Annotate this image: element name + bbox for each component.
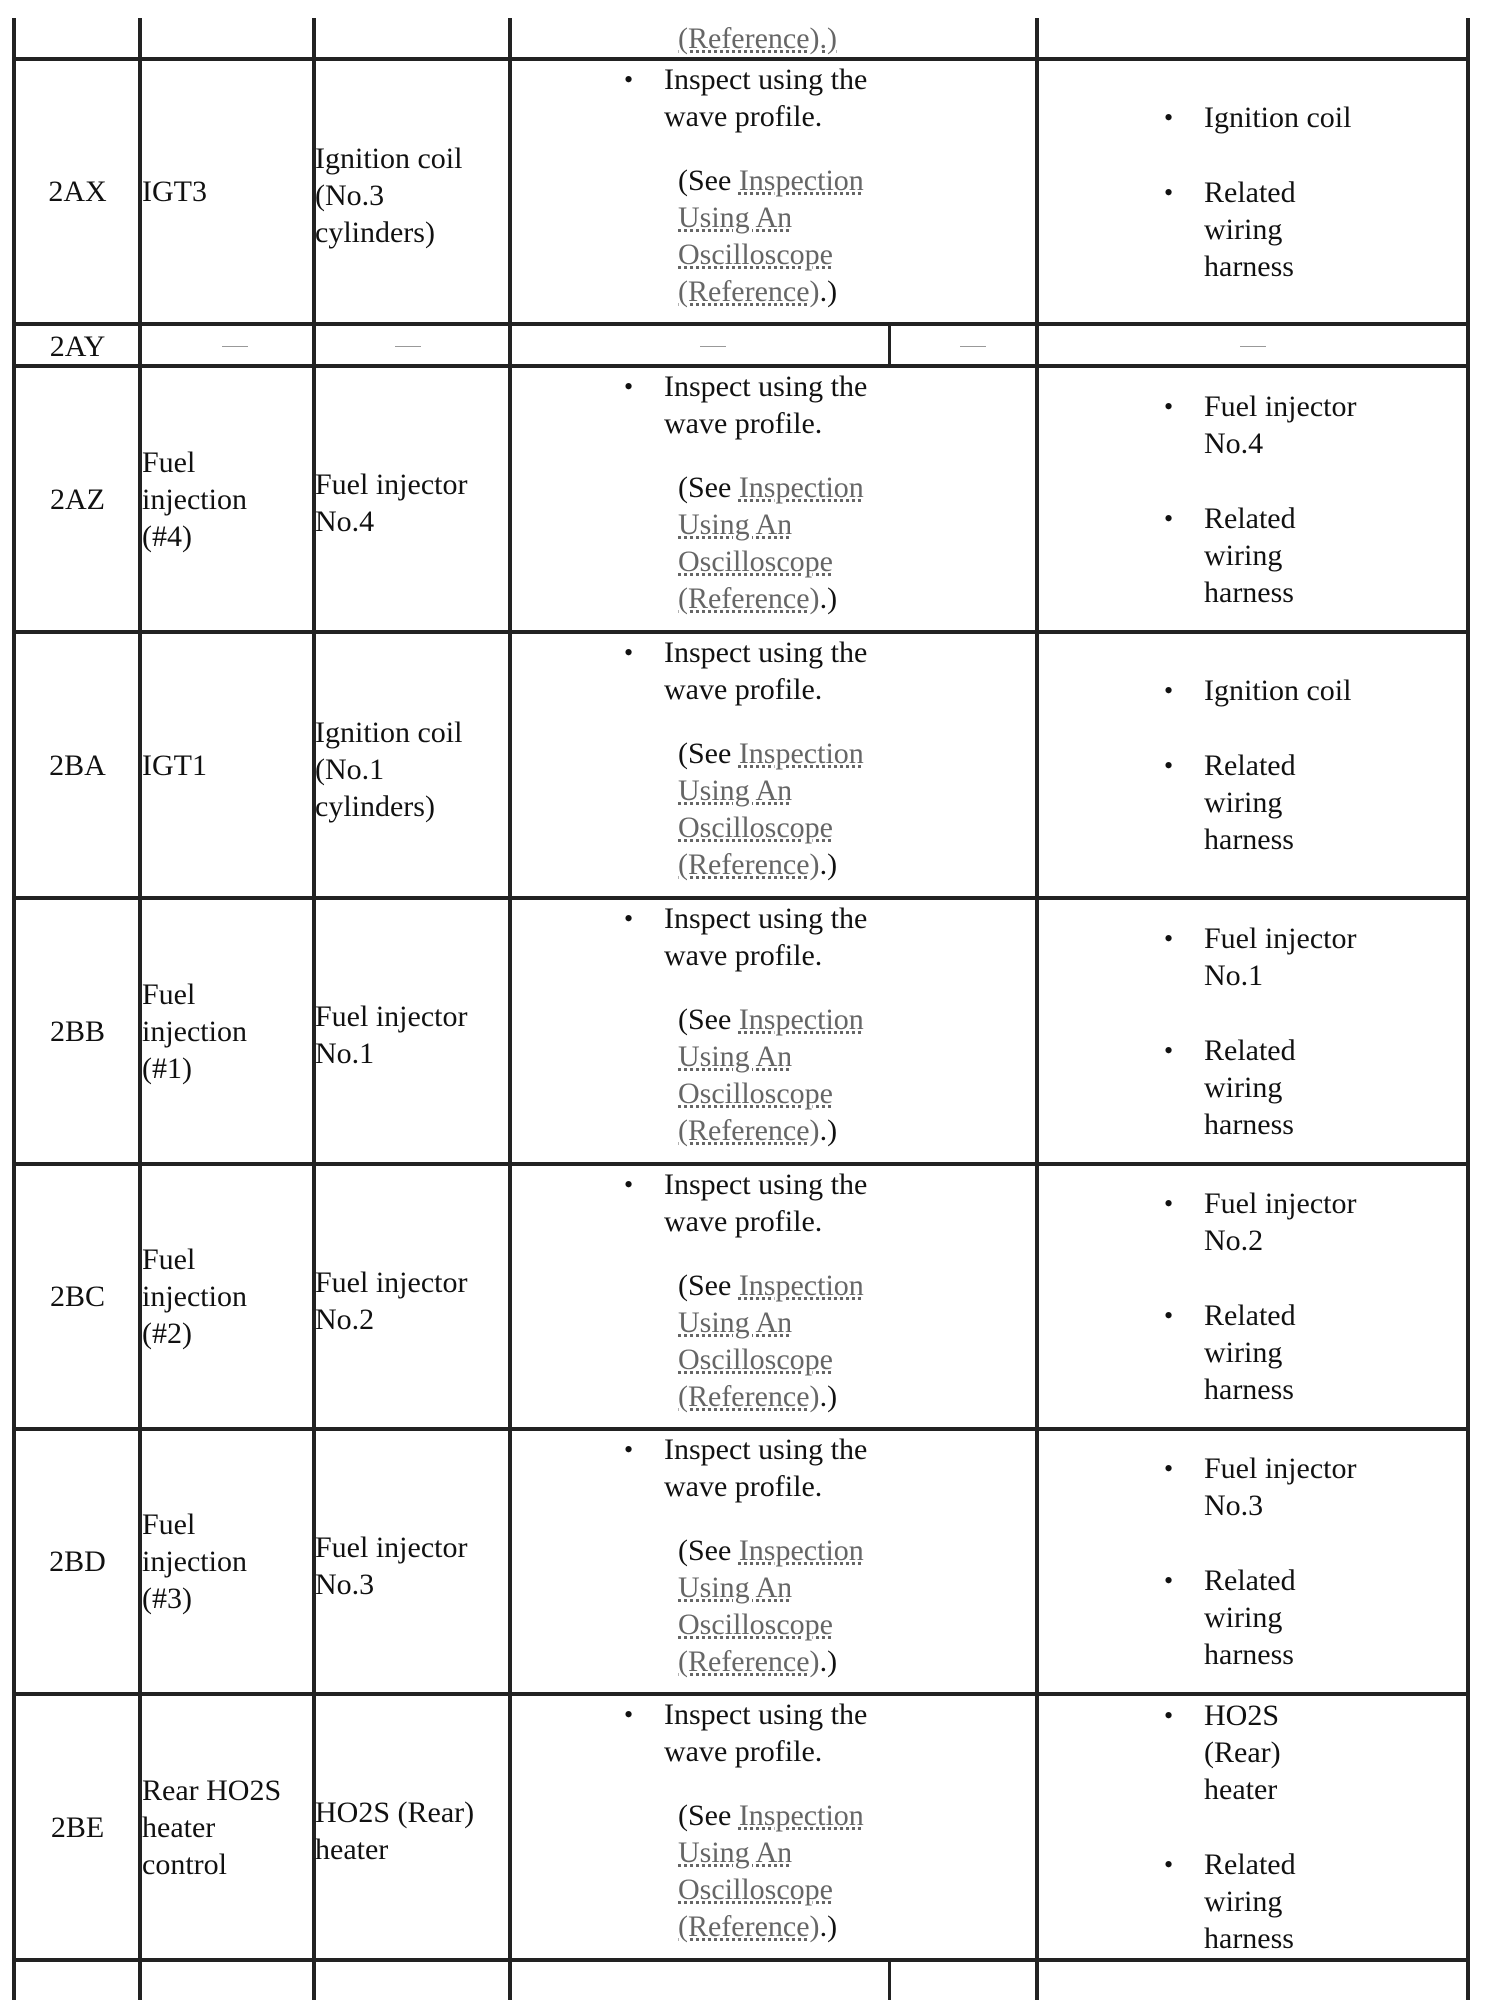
see-reference-line bbox=[678, 580, 837, 617]
inspection-line: wave profile. bbox=[664, 673, 823, 706]
trouble-area-line: wiring bbox=[1204, 538, 1283, 572]
trouble-area-line: harness bbox=[1204, 1638, 1294, 1671]
oscilloscope-inspection-link[interactable]: Inspection bbox=[738, 1003, 864, 1036]
trouble-area-line: harness bbox=[1204, 249, 1294, 283]
trouble-area-line: Related bbox=[1204, 1564, 1296, 1597]
inspection-line: wave profile. bbox=[664, 1470, 823, 1503]
trouble-area-line: harness bbox=[1204, 1922, 1294, 1955]
inspection-text bbox=[664, 368, 867, 442]
trouble-area-text bbox=[1204, 99, 1351, 136]
signal-name: (#3) bbox=[142, 1582, 192, 1615]
oscilloscope-inspection-link[interactable]: Inspection bbox=[738, 471, 864, 504]
inspection-line: wave profile. bbox=[664, 1205, 823, 1238]
inspection-text bbox=[664, 1431, 867, 1505]
oscilloscope-inspection-link[interactable]: Using An bbox=[678, 1040, 793, 1073]
terminal-code: 2BA bbox=[49, 748, 106, 782]
see-reference-line bbox=[678, 1606, 833, 1643]
terminal-connection: HO2S (Rear) bbox=[315, 1796, 475, 1829]
terminal-code: 2BD bbox=[49, 1545, 106, 1578]
terminal-connection: Fuel injector bbox=[315, 1530, 468, 1564]
inspection-line: Inspect using the bbox=[664, 1168, 868, 1201]
see-suffix: .) bbox=[819, 1380, 838, 1413]
terminal-connection: Fuel injector bbox=[315, 1000, 468, 1033]
signal-name: (#1) bbox=[142, 1051, 192, 1085]
trouble-area-text bbox=[1204, 672, 1351, 709]
trouble-area-line: Fuel injector bbox=[1204, 1187, 1357, 1220]
see-reference-line bbox=[678, 1112, 837, 1149]
see-reference-line bbox=[678, 809, 833, 846]
terminal-connection: Ignition coil bbox=[315, 142, 463, 175]
see-reference-line bbox=[678, 1834, 792, 1871]
trouble-area-text bbox=[1204, 1297, 1296, 1408]
oscilloscope-inspection-link[interactable]: Using An bbox=[678, 774, 793, 807]
trouble-area-line: Related bbox=[1204, 749, 1296, 782]
signal-name: injection bbox=[142, 482, 247, 516]
terminal-connection: Fuel injector bbox=[315, 1265, 468, 1299]
column-divider bbox=[1035, 18, 1039, 2000]
oscilloscope-inspection-link[interactable]: Oscilloscope bbox=[678, 238, 833, 271]
oscilloscope-inspection-link[interactable]: Using An bbox=[678, 1836, 793, 1869]
oscilloscope-inspection-link[interactable]: Inspection bbox=[738, 1534, 864, 1567]
see-reference-line bbox=[678, 1304, 792, 1341]
see-prefix: (See bbox=[678, 471, 739, 504]
inspection-text bbox=[664, 1696, 867, 1770]
empty-cell-dash bbox=[960, 346, 986, 347]
trouble-area-line: Related bbox=[1204, 1848, 1296, 1881]
terminal-connection: No.1 bbox=[315, 1037, 375, 1070]
reference-link-fragment[interactable] bbox=[678, 20, 837, 57]
column-divider bbox=[888, 325, 891, 364]
see-suffix: .) bbox=[819, 275, 838, 308]
empty-cell-dash bbox=[395, 346, 421, 347]
see-reference-line bbox=[678, 1001, 864, 1038]
see-reference-line bbox=[678, 735, 864, 772]
oscilloscope-inspection-link[interactable]: Using An bbox=[678, 1571, 793, 1604]
trouble-area-text bbox=[1204, 1185, 1356, 1259]
see-reference-line bbox=[678, 1908, 837, 1945]
oscilloscope-inspection-link[interactable]: (Reference) bbox=[678, 1910, 820, 1943]
trouble-area-line: harness bbox=[1204, 575, 1294, 609]
inspection-text bbox=[664, 61, 867, 135]
oscilloscope-inspection-link[interactable]: Using An bbox=[678, 1306, 793, 1339]
oscilloscope-inspection-link[interactable]: Inspection bbox=[738, 164, 864, 197]
see-reference-line bbox=[678, 1378, 837, 1415]
inspection-line: Inspect using the bbox=[664, 1698, 868, 1731]
trouble-area-line: Related bbox=[1204, 1299, 1296, 1332]
trouble-area-line: Related bbox=[1204, 175, 1296, 209]
oscilloscope-inspection-link[interactable]: (Reference) bbox=[678, 1114, 820, 1147]
terminal-code: 2AZ bbox=[50, 482, 105, 516]
inspection-line: Inspect using the bbox=[664, 902, 868, 935]
inspection-text bbox=[664, 634, 867, 708]
inspection-line: wave profile. bbox=[664, 939, 823, 972]
trouble-area-text bbox=[1204, 920, 1356, 994]
terminal-connection: (No.1 bbox=[315, 752, 385, 786]
trouble-area-line: No.1 bbox=[1204, 958, 1264, 992]
column-divider bbox=[1466, 18, 1470, 2000]
trouble-area-line: (Rear) bbox=[1204, 1736, 1281, 1769]
see-reference-line bbox=[678, 199, 792, 236]
see-prefix: (See bbox=[678, 1003, 739, 1036]
column-divider bbox=[508, 18, 512, 2000]
trouble-area-text bbox=[1204, 174, 1296, 285]
oscilloscope-inspection-link[interactable]: Oscilloscope bbox=[678, 1873, 833, 1906]
see-reference-line bbox=[678, 1569, 792, 1606]
signal-name: Fuel bbox=[142, 977, 196, 1011]
see-reference-line bbox=[678, 846, 837, 883]
terminal-connection: cylinders) bbox=[315, 216, 435, 249]
reference-link[interactable]: (Reference).) bbox=[678, 22, 838, 55]
oscilloscope-inspection-link[interactable]: (Reference) bbox=[678, 848, 820, 881]
trouble-area-text bbox=[1204, 1846, 1296, 1957]
signal-name: (#4) bbox=[142, 519, 192, 553]
row-divider bbox=[12, 322, 1467, 326]
trouble-area-line: harness bbox=[1204, 1373, 1294, 1406]
terminal-connection: cylinders) bbox=[315, 789, 435, 823]
terminal-code: 2BE bbox=[50, 1810, 105, 1844]
trouble-area-text bbox=[1204, 1562, 1296, 1673]
see-suffix: .) bbox=[819, 1645, 838, 1678]
trouble-area-line: Fuel injector bbox=[1204, 389, 1357, 423]
oscilloscope-inspection-link[interactable]: (Reference) bbox=[678, 582, 820, 615]
empty-cell-dash bbox=[1240, 346, 1266, 347]
inspection-line: Inspect using the bbox=[664, 636, 868, 669]
oscilloscope-inspection-link[interactable]: Oscilloscope bbox=[678, 1343, 833, 1376]
signal-name: Rear HO2S bbox=[142, 1773, 282, 1807]
signal-name: Fuel bbox=[142, 1508, 196, 1541]
trouble-area-line: Ignition coil bbox=[1204, 674, 1352, 707]
oscilloscope-inspection-link[interactable]: Inspection bbox=[738, 737, 864, 770]
signal-name: injection bbox=[142, 1280, 247, 1313]
terminal-connection: (No.3 bbox=[315, 179, 385, 212]
terminal-connection: No.3 bbox=[315, 1567, 375, 1601]
oscilloscope-inspection-link[interactable]: Oscilloscope bbox=[678, 545, 833, 578]
see-prefix: (See bbox=[678, 737, 739, 770]
trouble-area-line: Ignition coil bbox=[1204, 100, 1352, 134]
terminal-code: 2BB bbox=[49, 1014, 106, 1048]
see-reference-line bbox=[678, 1038, 792, 1075]
terminal-connection: No.2 bbox=[315, 1302, 375, 1336]
inspection-line: wave profile. bbox=[664, 407, 823, 440]
oscilloscope-inspection-link[interactable]: Inspection bbox=[738, 1269, 864, 1302]
signal-name: control bbox=[142, 1847, 227, 1881]
see-prefix: (See bbox=[678, 1534, 739, 1567]
trouble-area-line: Related bbox=[1204, 501, 1296, 535]
column-divider bbox=[12, 18, 16, 2000]
trouble-area-line: harness bbox=[1204, 823, 1294, 856]
see-reference-line bbox=[678, 772, 792, 809]
inspection-text bbox=[664, 900, 867, 974]
see-reference-line bbox=[678, 273, 837, 310]
terminal-connection: heater bbox=[315, 1833, 389, 1866]
trouble-area-line: harness bbox=[1204, 1107, 1294, 1141]
terminal-connection: Ignition coil bbox=[315, 715, 463, 749]
trouble-area-text bbox=[1204, 1697, 1281, 1808]
trouble-area-line: No.2 bbox=[1204, 1224, 1264, 1257]
oscilloscope-inspection-link[interactable]: Using An bbox=[678, 201, 793, 234]
trouble-area-line: wiring bbox=[1204, 1336, 1283, 1369]
see-reference-line bbox=[678, 1797, 864, 1834]
see-reference-line bbox=[678, 1075, 833, 1112]
see-prefix: (See bbox=[678, 1269, 739, 1302]
trouble-area-line: No.4 bbox=[1204, 426, 1264, 460]
signal-name: Fuel bbox=[142, 1243, 196, 1276]
empty-cell-dash bbox=[700, 346, 726, 347]
signal-name: injection bbox=[142, 1014, 247, 1048]
see-reference-line bbox=[678, 1643, 837, 1680]
see-suffix: .) bbox=[819, 1910, 838, 1943]
see-reference-line bbox=[678, 543, 833, 580]
column-divider bbox=[888, 1961, 891, 2000]
oscilloscope-inspection-link[interactable]: Oscilloscope bbox=[678, 1077, 833, 1110]
see-prefix: (See bbox=[678, 1799, 739, 1832]
oscilloscope-inspection-link[interactable]: Oscilloscope bbox=[678, 811, 833, 844]
see-reference-line bbox=[678, 1871, 833, 1908]
trouble-area-text bbox=[1204, 1032, 1296, 1143]
trouble-area-line: wiring bbox=[1204, 212, 1283, 246]
trouble-area-line: Fuel injector bbox=[1204, 921, 1357, 955]
empty-cell-dash bbox=[222, 346, 248, 347]
signal-name: heater bbox=[142, 1810, 216, 1844]
inspection-line: Inspect using the bbox=[664, 63, 868, 96]
trouble-area-line: wiring bbox=[1204, 1070, 1283, 1104]
see-reference-line bbox=[678, 1267, 864, 1304]
signal-name: IGT1 bbox=[142, 748, 207, 782]
trouble-area-line: wiring bbox=[1204, 1601, 1283, 1634]
oscilloscope-inspection-link[interactable]: Oscilloscope bbox=[678, 1608, 833, 1641]
trouble-area-line: Fuel injector bbox=[1204, 1452, 1357, 1485]
see-suffix: .) bbox=[819, 848, 838, 881]
trouble-area-text bbox=[1204, 1450, 1356, 1524]
terminal-connection: Fuel injector bbox=[315, 468, 468, 501]
signal-name: Fuel bbox=[142, 445, 196, 479]
oscilloscope-inspection-link[interactable]: (Reference) bbox=[678, 1380, 820, 1413]
see-reference-line bbox=[678, 1532, 864, 1569]
trouble-area-line: Related bbox=[1204, 1033, 1296, 1067]
inspection-text bbox=[664, 1166, 867, 1240]
row-divider bbox=[12, 1958, 1467, 1962]
inspection-line: wave profile. bbox=[664, 1735, 823, 1768]
trouble-area-line: No.3 bbox=[1204, 1489, 1264, 1522]
see-suffix: .) bbox=[819, 582, 838, 615]
trouble-area-text bbox=[1204, 388, 1356, 462]
trouble-area-text bbox=[1204, 500, 1296, 611]
signal-name: (#2) bbox=[142, 1317, 192, 1350]
inspection-line: Inspect using the bbox=[664, 370, 868, 403]
terminal-code: 2AX bbox=[48, 175, 107, 208]
trouble-area-line: HO2S bbox=[1204, 1699, 1280, 1732]
oscilloscope-inspection-link[interactable]: Inspection bbox=[738, 1799, 864, 1832]
see-suffix: .) bbox=[819, 1114, 838, 1147]
terminal-connection: No.4 bbox=[315, 505, 375, 538]
trouble-area-line: wiring bbox=[1204, 1885, 1283, 1918]
oscilloscope-inspection-link[interactable]: (Reference) bbox=[678, 1645, 820, 1678]
inspection-line: wave profile. bbox=[664, 100, 823, 133]
see-reference-line bbox=[678, 162, 864, 199]
inspection-line: Inspect using the bbox=[664, 1433, 868, 1466]
signal-name: IGT3 bbox=[142, 175, 207, 208]
terminal-code: 2AY bbox=[49, 330, 106, 363]
see-prefix: (See bbox=[678, 164, 739, 197]
see-reference-line bbox=[678, 506, 792, 543]
oscilloscope-inspection-link[interactable]: (Reference) bbox=[678, 275, 820, 308]
see-reference-line bbox=[678, 1341, 833, 1378]
trouble-area-line: wiring bbox=[1204, 786, 1283, 819]
trouble-area-line: heater bbox=[1204, 1773, 1278, 1806]
oscilloscope-inspection-link[interactable]: Using An bbox=[678, 508, 793, 541]
terminal-code: 2BC bbox=[49, 1280, 106, 1313]
see-reference-line bbox=[678, 236, 833, 273]
signal-name: injection bbox=[142, 1545, 247, 1578]
trouble-area-text bbox=[1204, 747, 1296, 858]
see-reference-line bbox=[678, 469, 864, 506]
